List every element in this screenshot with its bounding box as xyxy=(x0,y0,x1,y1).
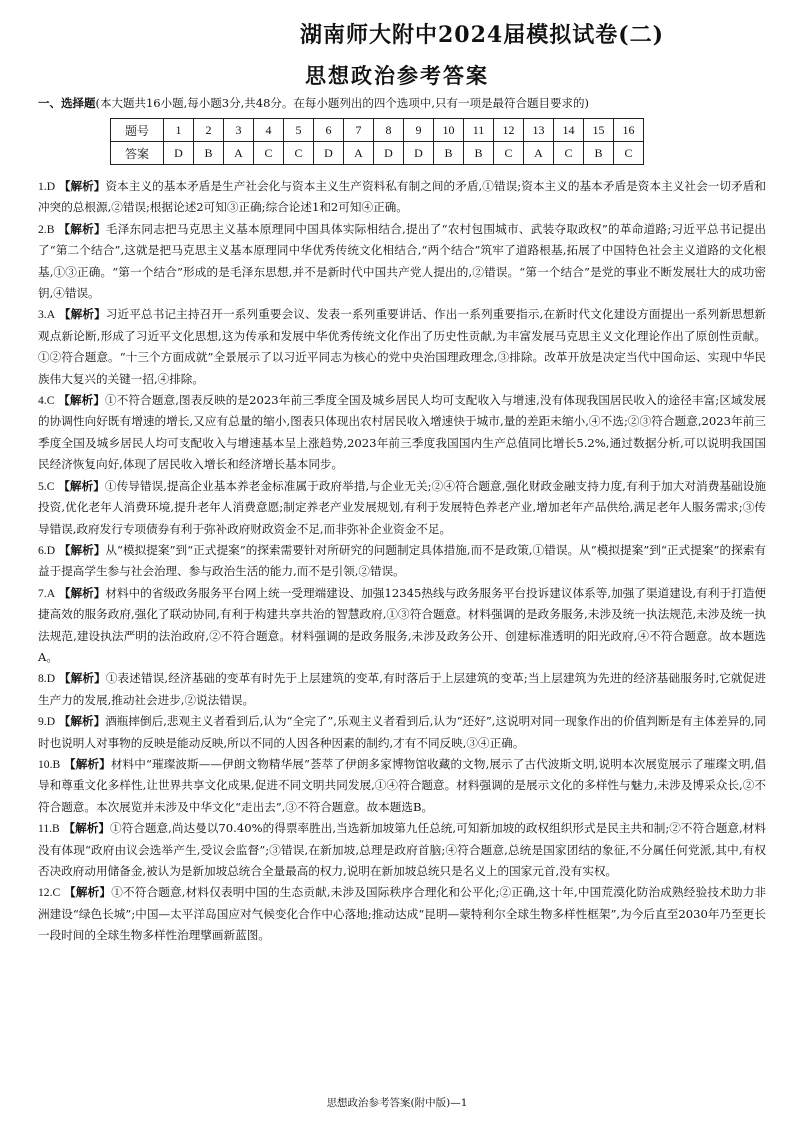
analysis-tag: 【解析】 xyxy=(58,671,106,686)
explanation-item xyxy=(38,882,766,946)
item-text: 酒瓶摔倒后,悲观主义者看到后,认为“全完了”,乐观主义者看到后,认为“还好”,这说明对同一现象作出的价值判断是有主体差异的,同时也说明人对事物的反映是能动反映,所以不同的人因各种因素的制约,才有不同反映,③④正确。 xyxy=(38,714,767,750)
explanation-item xyxy=(38,476,766,540)
analysis-tag: 【解析】 xyxy=(58,179,106,193)
item-number: 9.D xyxy=(38,715,56,729)
item-text: ①符合题意,尚达曼以70.40%的得票率胜出,当选新加坡第九任总统,可知新加坡的政权组织形式是民主共和制;②不符合题意,材料没有体现“政府由议会选举产生,受议会监督”;③错误,在新加坡,总理是政府首脑;④符合题意,总统是国家团结的象征,不分属任何党派,其中,有权否决政府动用储备金,被认为是新加坡总统合全量最高的权力,说明在新加坡总统只是名义上的国家元首,没有实权。 xyxy=(38,821,766,878)
item-text: ①不符合题意,材料仅表明中国的生态贡献,未涉及国际秩序合理化和公平化;②正确,这十年,中国荒漠化防治成熟经验技术助力非洲建设“绿色长城”;中国—太平洋岛国应对气候变化合作中心落地;推动达成“昆明—蒙特利尔全球生物多样性框架”,为今后直至2030年乃至更长一段时间的全球生物多样性治理擘画新蓝图。 xyxy=(38,885,766,943)
question-number-cell: 12 xyxy=(494,119,524,142)
question-number-cell: 1 xyxy=(164,119,194,142)
item-number: 4.C xyxy=(38,394,55,408)
answer-cell: D xyxy=(314,142,344,165)
answer-cell: B xyxy=(194,142,224,165)
question-number-cell: 7 xyxy=(344,119,374,142)
analysis-tag: 【解析】 xyxy=(58,585,106,600)
analysis-tag: 【解析】 xyxy=(58,542,106,557)
answer-cell: B xyxy=(584,142,614,165)
explanation-item xyxy=(38,818,766,882)
answer-cell: C xyxy=(254,142,284,165)
explanation-item xyxy=(38,304,766,390)
item-number: 7.A xyxy=(38,586,56,600)
section-note: (本大题共16小题,每小题3分,共48分。在每小题列出的四个选项中,只有一项是最符合题目要求的) xyxy=(95,96,590,110)
exam-title: 湖南师大附中2024届模拟试卷(二) xyxy=(300,22,665,48)
answer-row-label: 答案 xyxy=(111,142,164,165)
explanation-item xyxy=(38,219,766,305)
answer-cell: C xyxy=(614,142,644,165)
answer-cell: D xyxy=(374,142,404,165)
answer-cell: A xyxy=(224,142,254,165)
item-number: 12.C xyxy=(38,886,61,900)
item-number: 11.B xyxy=(38,822,60,836)
item-text: ①表述错误,经济基础的变革有时先于上层建筑的变革,有时落后于上层建筑的变革;当上层建筑为先进的经济基础服务时,它就促进生产力的发展,推动社会进步,②说法错误。 xyxy=(38,671,767,707)
answer-cell: C xyxy=(554,142,584,165)
item-number: 10.B xyxy=(38,757,61,771)
question-number-cell: 11 xyxy=(464,119,494,142)
answer-cell: A xyxy=(524,142,554,165)
item-text: ①不符合题意,图表反映的是2023年前三季度全国及城乡居民人均可支配收入与增速,没有体现我国居民收入的途径丰富;区域发展的协调性向好既有增速的增长,又应有总量的缩小,图表只体现出农村居民收入增速快于城市,量的差距未缩小,④不选;②③符合题意,2023年前三季度全国及城乡居民人均可支配收入与增速基本呈上涨趋势,2023年前三季度我国国内生产总值同比增长5.2%,通过数据分析,可以说明我国国民经济恢复向好,体现了居民收入增长和经济增长基本同步。 xyxy=(38,393,766,472)
answer-cell: D xyxy=(404,142,434,165)
explanation-item xyxy=(38,754,766,818)
section-heading xyxy=(38,95,778,111)
answer-cell: C xyxy=(284,142,314,165)
section-label: 一、选择题 xyxy=(38,96,96,110)
item-number: 2.B xyxy=(38,222,55,236)
explanation-item xyxy=(38,390,766,476)
question-number-cell: 14 xyxy=(554,119,584,142)
answer-table xyxy=(110,118,644,165)
question-number-cell: 5 xyxy=(284,119,314,142)
answer-cell: B xyxy=(434,142,464,165)
analysis-tag: 【解析】 xyxy=(63,821,111,836)
question-number-cell: 4 xyxy=(254,119,284,142)
item-number: 1.D xyxy=(38,180,56,193)
answer-cell: A xyxy=(344,142,374,165)
analysis-tag: 【解析】 xyxy=(64,756,111,771)
question-number-cell: 16 xyxy=(614,119,644,142)
question-number-cell: 3 xyxy=(224,119,254,142)
page-footer: 思想政治参考答案(附中版)—1 xyxy=(326,1097,468,1109)
question-number-cell: 6 xyxy=(314,119,344,142)
item-text: 从“模拟提案”到“正式提案”的探索需要针对所研究的问题制定具体措施,而不是政策,①错误。从“模拟提案”到“正式提案”的探索有益于提高学生参与社会治理、参与政治生活的能力,而不是引领,②错误。 xyxy=(38,542,766,579)
answer-table-answer-row xyxy=(111,142,644,165)
question-number-cell: 13 xyxy=(524,119,554,142)
analysis-tag: 【解析】 xyxy=(58,393,106,408)
answer-cell: D xyxy=(164,142,194,165)
item-text: ①传导错误,提高企业基本养老金标准属于政府举措,与企业无关;②④符合题意,强化财政金融支持力度,有利于加大对消费基础设施投资,优化老年人消费环境,提升老年人消费意愿;制定养老产业发展规划,有利于发展特色养老产业,增加老年产品供给,满足老年人服务需求;③传导错误,政府发行专项债券有利于弥补政府财政资金不足,而非弥补企业资金不足。 xyxy=(38,478,766,536)
item-text: 资本主义的基本矛盾是生产社会化与资本主义生产资料私有制之间的矛盾,①错误;资本主义的基本矛盾是资本主义社会一切矛盾和冲突的总根源,②错误;根据论述2可知③正确;综合论述1和2可知④正确。 xyxy=(38,179,766,215)
analysis-tag: 【解析】 xyxy=(58,714,106,729)
item-text: 习近平总书记主持召开一系列重要会议、发表一系列重要讲话、作出一系列重要指示,在新时代文化建设方面提出一系列新思想新观点新论断,形成了习近平文化思想,这为传承和发展中华优秀传统文化作出了历史性贡献,为丰富发展马克思主义文化理论作出了原创性贡献。①②符合题意。“十三个方面成就”全景展示了以习近平同志为核心的党中央治国理政理念,③排除。改革开放是决定当代中国命运、实现中华民族伟大复兴的关键一招,④排除。 xyxy=(38,307,766,386)
question-number-cell: 2 xyxy=(194,119,224,142)
explanation-item xyxy=(38,583,766,669)
explanation-item xyxy=(38,176,766,219)
question-number-cell: 10 xyxy=(434,119,464,142)
analysis-tag: 【解析】 xyxy=(64,885,112,900)
explanation-item xyxy=(38,668,766,711)
item-text: 材料中“璀璨波斯——伊朗文物精华展”荟萃了伊朗多家博物馆收藏的文物,展示了古代波斯文明,说明本次展览展示了璀璨文明,倡导和尊重文化多样性,让世界共享文化成果,促进不同文明共同发展,①④符合题意。材料强调的是展示文化的多样性与魅力,未涉及博采众长,②不符合题意。本次展览并未涉及中华文化“走出去”,③不符合题意。故本题选B。 xyxy=(38,756,766,814)
item-number: 8.D xyxy=(38,672,56,686)
number-row-label: 题号 xyxy=(111,119,164,142)
analysis-tag: 【解析】 xyxy=(58,307,106,322)
explanation-item xyxy=(38,711,766,754)
answer-table-number-row xyxy=(111,119,644,142)
answer-cell: B xyxy=(464,142,494,165)
question-number-cell: 9 xyxy=(404,119,434,142)
item-number: 5.C xyxy=(38,479,55,493)
explanation-list xyxy=(38,176,766,947)
question-number-cell: 15 xyxy=(584,119,614,142)
item-text: 材料中的省级政务服务平台网上统一受理端建设、加强12345热线与政务服务平台投诉建议体系等,加强了渠道建设,有利于打造便捷高效的服务政府,强化了联动协同,有利于构建共享共治的智慧政府,①③符合题意。材料强调的是政务服务,未涉及统一执法规范,未涉及统一执法规范,建设执法严明的法治政府,②不符合题意。材料强调的是政务服务,未涉及政务公开、创建标准透明的阳光政府,④不符合题意。故本题选A。 xyxy=(38,585,767,664)
question-number-cell: 8 xyxy=(374,119,404,142)
explanation-item xyxy=(38,540,766,583)
item-number: 6.D xyxy=(38,543,56,557)
answer-cell: C xyxy=(494,142,524,165)
answer-subtitle: 思想政治参考答案 xyxy=(305,64,489,88)
item-number: 3.A xyxy=(38,308,56,322)
analysis-tag: 【解析】 xyxy=(58,221,106,236)
analysis-tag: 【解析】 xyxy=(58,478,105,493)
item-text: 毛泽东同志把马克思主义基本原理同中国具体实际相结合,提出了“农村包围城市、武装夺取政权”的革命道路;习近平总书记提出了“第二个结合”,这就是把马克思主义基本原理同中华优秀传统文化相结合,“两个结合”筑牢了道路根基,拓展了中国特色社会主义道路的文化根基,①③正确。“第一个结合”形成的是毛泽东思想,并不是新时代中国共产党人提出的,②错误。“第一个结合”是党的事业不断发展壮大的成功密钥,④错误。 xyxy=(38,221,766,301)
